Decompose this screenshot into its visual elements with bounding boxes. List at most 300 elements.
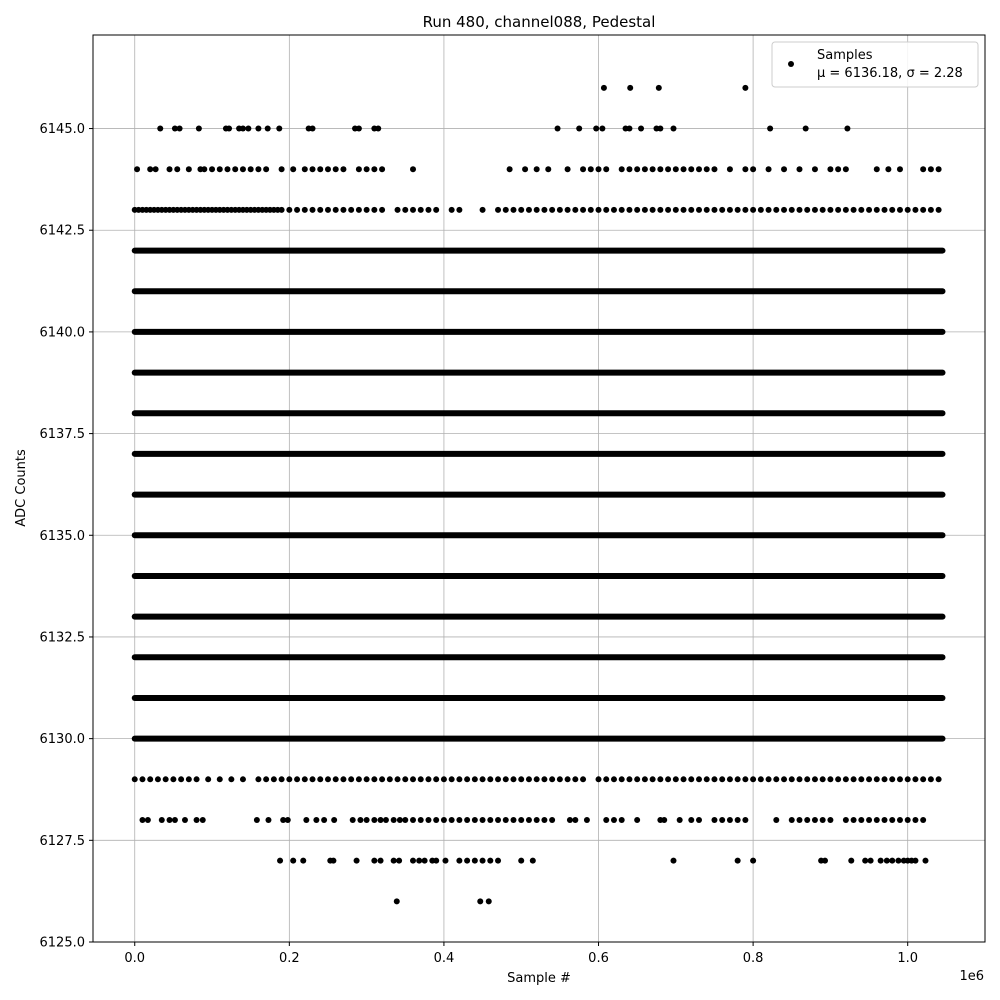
data-point <box>217 776 223 782</box>
data-point <box>735 817 741 823</box>
data-point <box>541 776 547 782</box>
data-point <box>588 207 594 213</box>
data-point <box>922 858 928 864</box>
x-axis-label: Sample # <box>507 971 571 986</box>
data-point <box>758 776 764 782</box>
data-point <box>495 207 501 213</box>
data-point <box>928 166 934 172</box>
data-point <box>549 776 555 782</box>
data-point <box>396 858 402 864</box>
data-point <box>310 126 316 132</box>
data-point <box>356 776 362 782</box>
data-point <box>696 166 702 172</box>
data-point <box>912 207 918 213</box>
data-point <box>495 817 501 823</box>
data-point <box>688 207 694 213</box>
data-point <box>868 858 874 864</box>
data-point <box>885 166 891 172</box>
data-point <box>402 776 408 782</box>
data-point <box>174 166 180 172</box>
data-point <box>874 207 880 213</box>
data-point <box>155 776 161 782</box>
data-point <box>245 126 251 132</box>
data-point <box>727 166 733 172</box>
data-point <box>226 126 232 132</box>
data-point <box>866 776 872 782</box>
data-point <box>495 858 501 864</box>
data-point <box>882 207 888 213</box>
data-point <box>418 207 424 213</box>
data-point <box>851 207 857 213</box>
data-point <box>321 817 327 823</box>
data-point <box>294 207 300 213</box>
data-point <box>340 776 346 782</box>
data-point <box>310 207 316 213</box>
data-point <box>596 166 602 172</box>
legend <box>772 42 978 87</box>
data-point <box>254 817 260 823</box>
data-point <box>920 817 926 823</box>
data-point <box>670 858 676 864</box>
data-point <box>603 207 609 213</box>
data-point <box>371 166 377 172</box>
data-point <box>294 776 300 782</box>
data-point <box>588 166 594 172</box>
data-point <box>835 207 841 213</box>
data-point <box>356 207 362 213</box>
data-point <box>480 817 486 823</box>
data-point <box>395 776 401 782</box>
data-point <box>796 207 802 213</box>
data-point <box>843 817 849 823</box>
data-point <box>611 817 617 823</box>
data-point <box>402 207 408 213</box>
data-point <box>402 817 408 823</box>
data-point <box>750 207 756 213</box>
data-point <box>661 817 667 823</box>
data-point <box>503 817 509 823</box>
data-point <box>704 166 710 172</box>
data-point <box>580 776 586 782</box>
data-point <box>897 776 903 782</box>
data-point <box>333 776 339 782</box>
data-point <box>472 858 478 864</box>
data-point <box>650 166 656 172</box>
data-point <box>313 817 319 823</box>
data-point <box>657 166 663 172</box>
data-point <box>159 817 165 823</box>
data-point <box>285 817 291 823</box>
data-point <box>371 776 377 782</box>
data-point <box>325 776 331 782</box>
data-point <box>255 166 261 172</box>
data-point <box>526 207 532 213</box>
data-point <box>781 166 787 172</box>
data-point <box>905 207 911 213</box>
data-point <box>567 817 573 823</box>
data-point <box>827 776 833 782</box>
data-point <box>391 817 397 823</box>
data-point <box>735 776 741 782</box>
data-point <box>827 166 833 172</box>
data-point <box>719 776 725 782</box>
data-point <box>862 858 868 864</box>
data-point <box>356 126 362 132</box>
data-point <box>673 207 679 213</box>
data-point <box>719 817 725 823</box>
data-point <box>265 817 271 823</box>
data-point <box>325 166 331 172</box>
data-point <box>391 858 397 864</box>
data-point <box>310 776 316 782</box>
data-point <box>526 776 532 782</box>
data-point <box>627 85 633 91</box>
data-point <box>634 166 640 172</box>
data-point <box>858 817 864 823</box>
x-axis-offset-label: 1e6 <box>959 969 984 984</box>
data-point <box>843 207 849 213</box>
data-point <box>518 858 524 864</box>
data-point <box>874 817 880 823</box>
data-point <box>920 166 926 172</box>
data-point <box>456 776 462 782</box>
data-point <box>889 776 895 782</box>
data-point <box>565 776 571 782</box>
data-point <box>317 166 323 172</box>
data-point <box>851 776 857 782</box>
data-point <box>472 776 478 782</box>
data-point <box>889 817 895 823</box>
data-point <box>603 166 609 172</box>
data-point <box>812 776 818 782</box>
data-point <box>657 776 663 782</box>
data-point <box>302 776 308 782</box>
data-point <box>665 166 671 172</box>
x-tick-label: 0.4 <box>433 951 455 966</box>
data-point <box>194 817 200 823</box>
data-point <box>507 166 513 172</box>
data-point <box>843 776 849 782</box>
data-point <box>681 166 687 172</box>
data-point <box>387 776 393 782</box>
data-point <box>449 817 455 823</box>
data-point <box>518 817 524 823</box>
data-point <box>584 817 590 823</box>
data-point <box>518 207 524 213</box>
data-point <box>750 166 756 172</box>
data-point <box>796 817 802 823</box>
data-point <box>804 776 810 782</box>
data-point <box>650 207 656 213</box>
data-point <box>895 858 901 864</box>
data-point <box>170 776 176 782</box>
data-point <box>330 858 336 864</box>
data-point <box>711 776 717 782</box>
data-point <box>882 817 888 823</box>
data-point <box>464 817 470 823</box>
data-point <box>576 126 582 132</box>
data-point <box>580 166 586 172</box>
x-tick-label: 0.8 <box>742 951 764 966</box>
data-point <box>928 207 934 213</box>
data-point <box>766 776 772 782</box>
data-point <box>464 858 470 864</box>
data-point <box>209 166 215 172</box>
data-point <box>480 858 486 864</box>
data-point <box>433 776 439 782</box>
data-point <box>348 776 354 782</box>
data-point <box>167 166 173 172</box>
legend-series-name: Samples <box>817 48 873 63</box>
data-point <box>418 817 424 823</box>
data-point <box>878 858 884 864</box>
data-point <box>333 166 339 172</box>
data-point <box>217 166 223 172</box>
data-point <box>767 126 773 132</box>
y-tick-label: 6132.5 <box>39 630 85 646</box>
data-point <box>139 817 145 823</box>
data-point <box>186 776 192 782</box>
data-point <box>936 776 942 782</box>
y-tick-label: 6140.0 <box>39 325 85 341</box>
data-point <box>200 817 206 823</box>
data-point <box>750 858 756 864</box>
data-point <box>882 776 888 782</box>
data-point <box>565 166 571 172</box>
data-point <box>248 166 254 172</box>
data-point <box>866 207 872 213</box>
data-point <box>742 166 748 172</box>
data-point <box>677 817 683 823</box>
data-point <box>711 207 717 213</box>
data-point <box>827 207 833 213</box>
data-point <box>657 126 663 132</box>
data-point <box>487 858 493 864</box>
data-point <box>279 166 285 172</box>
data-point <box>688 166 694 172</box>
data-point <box>317 207 323 213</box>
data-point <box>472 817 478 823</box>
data-point <box>487 776 493 782</box>
data-point <box>534 817 540 823</box>
data-point <box>897 817 903 823</box>
y-tick-label: 6142.5 <box>39 223 85 239</box>
data-point <box>727 817 733 823</box>
data-point <box>897 207 903 213</box>
data-point <box>796 166 802 172</box>
data-point <box>750 776 756 782</box>
data-point <box>201 166 207 172</box>
data-point <box>696 776 702 782</box>
data-point <box>884 858 890 864</box>
data-point <box>348 207 354 213</box>
data-point <box>331 817 337 823</box>
data-point <box>545 166 551 172</box>
data-point <box>147 776 153 782</box>
data-point <box>172 817 178 823</box>
data-point <box>638 126 644 132</box>
data-point <box>383 817 389 823</box>
data-point <box>371 817 377 823</box>
data-point <box>410 776 416 782</box>
data-point <box>196 126 202 132</box>
data-point <box>619 207 625 213</box>
x-tick-label: 1.0 <box>897 951 919 966</box>
data-point <box>796 776 802 782</box>
data-point <box>626 166 632 172</box>
y-tick-label: 6130.0 <box>39 732 85 748</box>
data-point <box>905 817 911 823</box>
x-tick-label: 0.6 <box>588 951 609 966</box>
data-point <box>510 207 516 213</box>
data-point <box>549 817 555 823</box>
data-point <box>263 166 269 172</box>
data-point <box>194 776 200 782</box>
data-point <box>153 166 159 172</box>
data-point <box>557 207 563 213</box>
data-point <box>565 207 571 213</box>
data-point <box>572 207 578 213</box>
data-point <box>727 776 733 782</box>
data-point <box>205 776 211 782</box>
data-point <box>936 207 942 213</box>
data-point <box>456 858 462 864</box>
data-point <box>766 166 772 172</box>
data-point <box>822 858 828 864</box>
data-point <box>665 207 671 213</box>
data-point <box>503 776 509 782</box>
data-point <box>928 776 934 782</box>
data-point <box>228 776 234 782</box>
data-point <box>145 817 151 823</box>
data-point <box>681 776 687 782</box>
data-point <box>534 166 540 172</box>
data-point <box>147 166 153 172</box>
data-point <box>773 207 779 213</box>
data-point <box>843 166 849 172</box>
data-point <box>290 166 296 172</box>
data-point <box>634 817 640 823</box>
data-point <box>719 207 725 213</box>
data-point <box>727 207 733 213</box>
data-point <box>480 207 486 213</box>
data-point <box>163 776 169 782</box>
data-point <box>486 898 492 904</box>
data-point <box>340 207 346 213</box>
chart-title: Run 480, channel088, Pedestal <box>422 13 656 31</box>
data-point <box>139 776 145 782</box>
data-point <box>433 817 439 823</box>
data-point <box>673 166 679 172</box>
data-point <box>379 207 385 213</box>
data-point <box>134 166 140 172</box>
data-point <box>858 776 864 782</box>
data-point <box>350 817 356 823</box>
data-point <box>240 166 246 172</box>
data-point <box>449 776 455 782</box>
data-point <box>232 166 238 172</box>
x-tick-label: 0.0 <box>124 951 146 966</box>
data-point <box>530 858 536 864</box>
data-point <box>410 207 416 213</box>
data-point <box>766 207 772 213</box>
data-point <box>276 126 282 132</box>
data-point <box>354 858 360 864</box>
data-point <box>526 817 532 823</box>
data-point <box>371 207 377 213</box>
data-point <box>182 817 188 823</box>
data-point <box>642 166 648 172</box>
data-point <box>240 126 246 132</box>
data-point <box>835 776 841 782</box>
data-point <box>742 817 748 823</box>
data-point <box>650 776 656 782</box>
data-point <box>425 817 431 823</box>
data-point <box>572 776 578 782</box>
data-point <box>835 166 841 172</box>
data-point <box>302 166 308 172</box>
data-point <box>279 776 285 782</box>
data-point <box>858 207 864 213</box>
data-point <box>177 126 183 132</box>
data-point <box>912 817 918 823</box>
data-point <box>642 776 648 782</box>
data-point <box>255 776 261 782</box>
data-point <box>364 166 370 172</box>
data-point <box>611 776 617 782</box>
y-tick-label: 6125.0 <box>39 935 85 951</box>
data-point <box>456 817 462 823</box>
data-point <box>549 207 555 213</box>
data-point <box>425 776 431 782</box>
x-tick-label: 0.2 <box>278 951 300 966</box>
data-point <box>696 207 702 213</box>
data-point <box>773 776 779 782</box>
data-point <box>379 166 385 172</box>
data-point <box>433 207 439 213</box>
data-point <box>303 817 309 823</box>
data-point <box>410 858 416 864</box>
data-point <box>603 817 609 823</box>
data-point <box>758 207 764 213</box>
data-point <box>599 126 605 132</box>
data-point <box>286 207 292 213</box>
data-point <box>333 207 339 213</box>
data-point <box>803 126 809 132</box>
data-point <box>611 207 617 213</box>
data-point <box>844 126 850 132</box>
data-point <box>224 166 230 172</box>
data-point <box>167 817 173 823</box>
data-point <box>286 776 292 782</box>
data-point <box>557 776 563 782</box>
data-point <box>897 166 903 172</box>
legend-stats-label: μ = 6136.18, σ = 2.28 <box>817 66 963 81</box>
data-point <box>812 207 818 213</box>
data-point <box>300 858 306 864</box>
data-point <box>186 166 192 172</box>
data-point <box>657 207 663 213</box>
data-point <box>688 817 694 823</box>
data-point <box>371 858 377 864</box>
data-point <box>912 858 918 864</box>
data-point <box>325 207 331 213</box>
data-point <box>572 817 578 823</box>
data-point <box>510 776 516 782</box>
data-point <box>422 858 428 864</box>
data-point <box>456 207 462 213</box>
data-point <box>735 858 741 864</box>
